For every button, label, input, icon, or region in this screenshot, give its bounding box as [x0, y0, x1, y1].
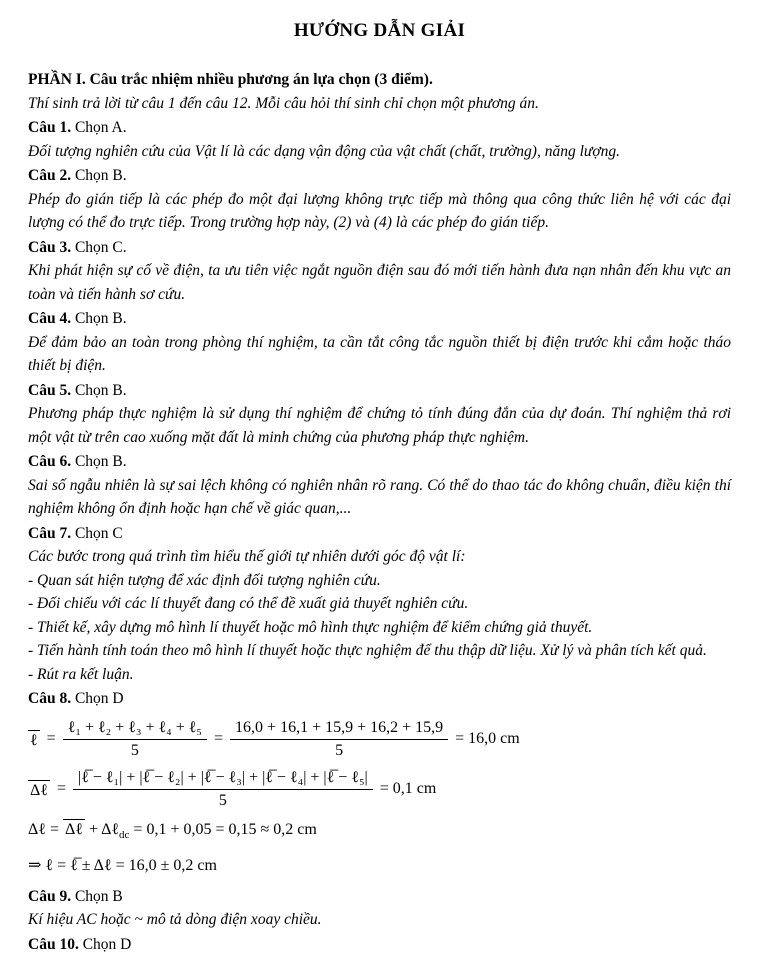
- fraction-numerator: 16,0 + 16,1 + 15,9 + 16,2 + 15,9: [230, 718, 448, 740]
- fraction: [230, 718, 448, 761]
- instrument-error-term: + Δℓ: [88, 820, 120, 838]
- answer-text: Chọn C: [74, 524, 123, 542]
- question-label: Câu 8.: [28, 690, 72, 707]
- question-block-1: [28, 116, 731, 163]
- answer-text: Chọn D: [74, 690, 124, 707]
- part-note: Thí sinh trả lời từ câu 1 đến câu 12. Mỗi câu hỏi thí sinh chỉ chọn một phương án.: [28, 94, 539, 112]
- answer-text: Chọn B.: [74, 381, 127, 399]
- formula-mean-length: [28, 718, 731, 761]
- fraction: [63, 718, 207, 761]
- equals-sign: =: [56, 780, 66, 797]
- question-block-7: [28, 522, 731, 687]
- formula-result-value: = 0,1 + 0,05 = 0,15 ≈ 0,2 cm: [133, 820, 317, 838]
- question-label: Câu 9.: [28, 887, 72, 905]
- explanation-text: Khi phát hiện sự cố về điện, ta ưu tiên việc ngắt nguồn điện sau đó mới tiến hành đưa nạn nhân đến khu vực an toàn và tiến hành sơ cứu.: [28, 262, 731, 303]
- question-block-9: [28, 885, 731, 932]
- formula-result-value: = 16,0 cm: [455, 730, 520, 747]
- question-label: Câu 5.: [28, 381, 72, 399]
- document-title: HƯỚNG DẪN GIẢI: [293, 20, 466, 41]
- mean-deviation-symbol: Δℓ: [30, 781, 48, 799]
- explanation-text: Đối tượng nghiên cứu của Vật lí là các dạng vận động của vật chất (chất, trường), năng lượng.: [28, 142, 620, 160]
- explanation-list-item: - Quan sát hiện tượng để xác định đối tượng nghiên cứu.: [28, 571, 381, 589]
- answer-text: Chọn B: [74, 887, 123, 905]
- question-block-6: [28, 450, 731, 521]
- mean-deviation-symbol: Δℓ: [64, 820, 83, 838]
- question-label: Câu 6.: [28, 453, 72, 470]
- equals-sign: =: [46, 730, 56, 747]
- formula-final-result: ⇒ ℓ = ℓ̅ ± Δℓ = 16,0 ± 0,2 cm: [28, 856, 217, 874]
- answer-text: Chọn B.: [74, 167, 127, 184]
- question-label: Câu 10.: [28, 935, 79, 953]
- equals-sign: =: [214, 730, 224, 747]
- question-block-4: [28, 307, 731, 378]
- explanation-list-item: - Đối chiếu với các lí thuyết đang có thể đề xuất giả thuyết nghiên cứu.: [28, 595, 469, 612]
- explanation-text: Phương pháp thực nghiệm là sử dụng thí nghiệm để chứng tỏ tính đúng đắn của dự đoán. Thí nghiệm thả rơi một vật từ trên cao xuống mặt đất là minh chứng của phương pháp thực nghiệm.: [28, 405, 731, 446]
- answer-text: Chọn B.: [74, 453, 127, 470]
- question-label: Câu 4.: [28, 310, 72, 327]
- fraction-numerator: |ℓ̅ − ℓ₁| + |ℓ̅ − ℓ₂| + |ℓ̅ − ℓ₃| + |ℓ̅ − ℓ₄| + |ℓ̅ − ℓ₅|: [73, 768, 373, 790]
- explanation-text: Các bước trong quá trình tìm hiểu thế giới tự nhiên dưới góc độ vật lí:: [28, 548, 466, 565]
- explanation-text: Sai số ngẫu nhiên là sự sai lệch không có nghiên nhân rõ rang. Có thể do thao tác đo không chuẩn, điều kiện thí nghiệm không ổn định hoặc hạn chế về giác quan,...: [28, 476, 731, 517]
- question-block-5: [28, 379, 731, 450]
- mean-length-symbol: ℓ: [30, 731, 38, 749]
- explanation-text: Kí hiệu AC hoặc ~ mô tả dòng điện xoay chiều.: [28, 911, 322, 929]
- instrument-subscript: dc: [119, 828, 130, 841]
- delta-term: Δℓ =: [28, 820, 59, 838]
- answer-text: Chọn C.: [74, 238, 127, 256]
- answer-text: Chọn B.: [74, 310, 127, 327]
- explanation-list-item: - Tiến hành tính toán theo mô hình lí thuyết hoặc thực nghiệm để thu thập dữ liệu. Xử lý và phân tích kết quả.: [28, 642, 707, 659]
- explanation-list-item: - Thiết kế, xây dựng mô hình lí thuyết hoặc mô hình thực nghiệm để kiểm chứng giả thuyết.: [28, 618, 593, 636]
- fraction-numerator: ℓ₁ + ℓ₂ + ℓ₃ + ℓ₄ + ℓ₅: [63, 718, 207, 740]
- formula-mean-deviation: [28, 768, 731, 811]
- explanation-list-item: - Rút ra kết luận.: [28, 665, 134, 683]
- answer-text: Chọn A.: [74, 119, 127, 136]
- part-heading: PHẦN I. Câu trắc nhiệm nhiều phương án lựa chọn (3 điểm).: [28, 71, 433, 88]
- question-block-3: [28, 236, 731, 307]
- question-block-2: [28, 164, 731, 235]
- question-block-10: [28, 933, 731, 956]
- question-label: Câu 1.: [28, 119, 72, 136]
- question-label: Câu 2.: [28, 167, 72, 184]
- answer-text: Chọn D: [82, 935, 132, 953]
- fraction-denominator: 5: [335, 741, 344, 759]
- fraction-denominator: 5: [130, 741, 139, 759]
- question-label: Câu 7.: [28, 524, 72, 542]
- formula-total-error: [28, 818, 731, 847]
- explanation-text: Phép đo gián tiếp là các phép đo một đại lượng không trực tiếp mà thông qua công thức liên hệ với các đại lượng có thể đo trực tiếp. Trong trường hợp này, (2) và (4) là các phép đo gián tiếp.: [28, 190, 731, 231]
- question-label: Câu 3.: [28, 238, 72, 256]
- question-block-8: [28, 687, 731, 878]
- fraction-denominator: 5: [218, 791, 227, 809]
- fraction: [73, 768, 373, 811]
- formula-result-value: = 0,1 cm: [379, 780, 437, 797]
- explanation-text: Để đảm bảo an toàn trong phòng thí nghiệm, ta cần tắt công tắc nguồn thiết bị điện trước khi cắm hoặc tháo thiết bị điện.: [28, 333, 731, 374]
